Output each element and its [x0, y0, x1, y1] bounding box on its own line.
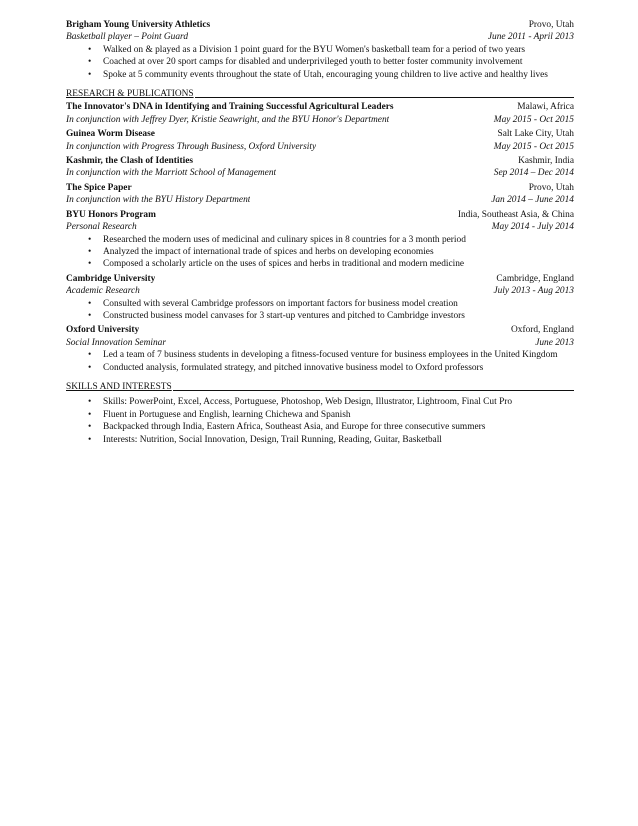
org-name: Cambridge University — [66, 273, 156, 284]
list-item: • Conducted analysis, formulated strategy, and pitched innovative business model to Oxford professors — [66, 362, 574, 374]
research-location: Kashmir, India — [518, 156, 574, 167]
list-item: • Constructed business model canvases for 3 start-up ventures and pitched to Cambridge investors — [66, 310, 574, 322]
list-item: • Backpacked through India, Eastern Africa, Southeast Asia, and Europe for three consecutive summers — [66, 421, 574, 433]
research-collaborators: In conjunction with the BYU History Department — [66, 195, 251, 206]
list-item: • Walked on & played as a Division 1 point guard for the BYU Women's basketball team for a period of two years — [66, 44, 574, 56]
org-name: Brigham Young University Athletics — [66, 20, 211, 30]
research-entry — [66, 101, 574, 126]
list-item: • Led a team of 7 business students in developing a fitness-focused venture for business employees in the United Kingdom — [66, 349, 574, 361]
list-item: • Coached at over 20 sport camps for disabled and underprivileged youth to better foster community involvement — [66, 56, 574, 68]
bullet-list — [66, 234, 574, 271]
list-item: • Fluent in Portuguese and English, learning Chichewa and Spanish — [66, 409, 574, 421]
org-name: BYU Honors Program — [66, 209, 156, 220]
list-item: • Researched the modern uses of medicinal and culinary spices in 8 countries for a 3 month period — [66, 234, 574, 246]
research-entry — [66, 155, 574, 180]
role-title: Personal Research — [66, 222, 137, 233]
bullet-list — [66, 298, 574, 323]
section-divider — [195, 88, 574, 98]
experience-oxford — [66, 324, 574, 374]
research-title: Guinea Worm Disease — [66, 129, 155, 140]
list-item: • Composed a scholarly article on the uses of spices and herbs in traditional and modern medicine — [66, 258, 574, 270]
research-entry — [66, 182, 574, 207]
research-location: Salt Lake City, Utah — [497, 129, 574, 140]
resume-page — [66, 19, 574, 446]
role-title: Basketball player – Point Guard — [66, 32, 189, 43]
org-location: Oxford, England — [510, 325, 574, 336]
list-item: • Consulted with several Cambridge professors on important factors for business model creation — [66, 298, 574, 310]
research-dates: Jan 2014 – June 2014 — [491, 195, 574, 206]
org-location: Provo, Utah — [528, 20, 574, 30]
research-title: The Spice Paper — [66, 182, 132, 193]
research-dates: May 2015 - Oct 2015 — [493, 114, 574, 125]
research-title: The Innovator's DNA in Identifying and Training Successful Agricultural Leaders — [66, 102, 394, 113]
list-item: • Skills: PowerPoint, Excel, Access, Portuguese, Photoshop, Web Design, Illustrator, Lightroom, Final Cut Pro — [66, 396, 574, 408]
section-heading-skills — [66, 381, 574, 393]
skills-list — [66, 396, 574, 446]
bullet-list — [66, 44, 574, 81]
list-item: • Interests: Nutrition, Social Innovation, Design, Trail Running, Reading, Guitar, Basketball — [66, 434, 574, 446]
research-collaborators: In conjunction with Progress Through Business, Oxford University — [66, 141, 317, 152]
list-item: • Spoke at 5 community events throughout the state of Utah, encouraging young children to live active and healthy lives — [66, 69, 574, 81]
experience-byu-honors — [66, 209, 574, 271]
role-title: Academic Research — [66, 286, 140, 297]
section-title: SKILLS AND INTERESTS — [66, 381, 172, 392]
section-divider — [173, 381, 574, 391]
role-dates: July 2013 - Aug 2013 — [493, 286, 574, 297]
research-collaborators: In conjunction with the Marriott School of Management — [66, 168, 277, 179]
research-location: Provo, Utah — [528, 182, 574, 193]
org-location: Cambridge, England — [496, 273, 574, 284]
research-collaborators: In conjunction with Jeffrey Dyer, Kristie Seawright, and the BYU Honor's Department — [66, 114, 390, 125]
research-entry — [66, 128, 574, 153]
experience-cambridge — [66, 273, 574, 323]
list-item: • Analyzed the impact of international trade of spices and herbs on developing economies — [66, 246, 574, 258]
research-title: Kashmir, the Clash of Identities — [66, 156, 194, 167]
research-dates: May 2015 - Oct 2015 — [493, 141, 574, 152]
experience-byu-athletics — [66, 19, 574, 81]
role-title: Social Innovation Seminar — [66, 337, 166, 348]
org-name: Oxford University — [66, 325, 140, 336]
bullet-list — [66, 349, 574, 374]
section-heading-research — [66, 88, 574, 100]
section-title: RESEARCH & PUBLICATIONS — [66, 89, 194, 100]
role-dates: May 2014 - July 2014 — [491, 222, 574, 233]
org-location: India, Southeast Asia, & China — [457, 209, 574, 220]
research-dates: Sep 2014 – Dec 2014 — [493, 168, 574, 179]
role-dates: June 2011 - April 2013 — [487, 32, 574, 43]
research-location: Malawi, Africa — [517, 102, 574, 113]
role-dates: June 2013 — [535, 337, 574, 348]
